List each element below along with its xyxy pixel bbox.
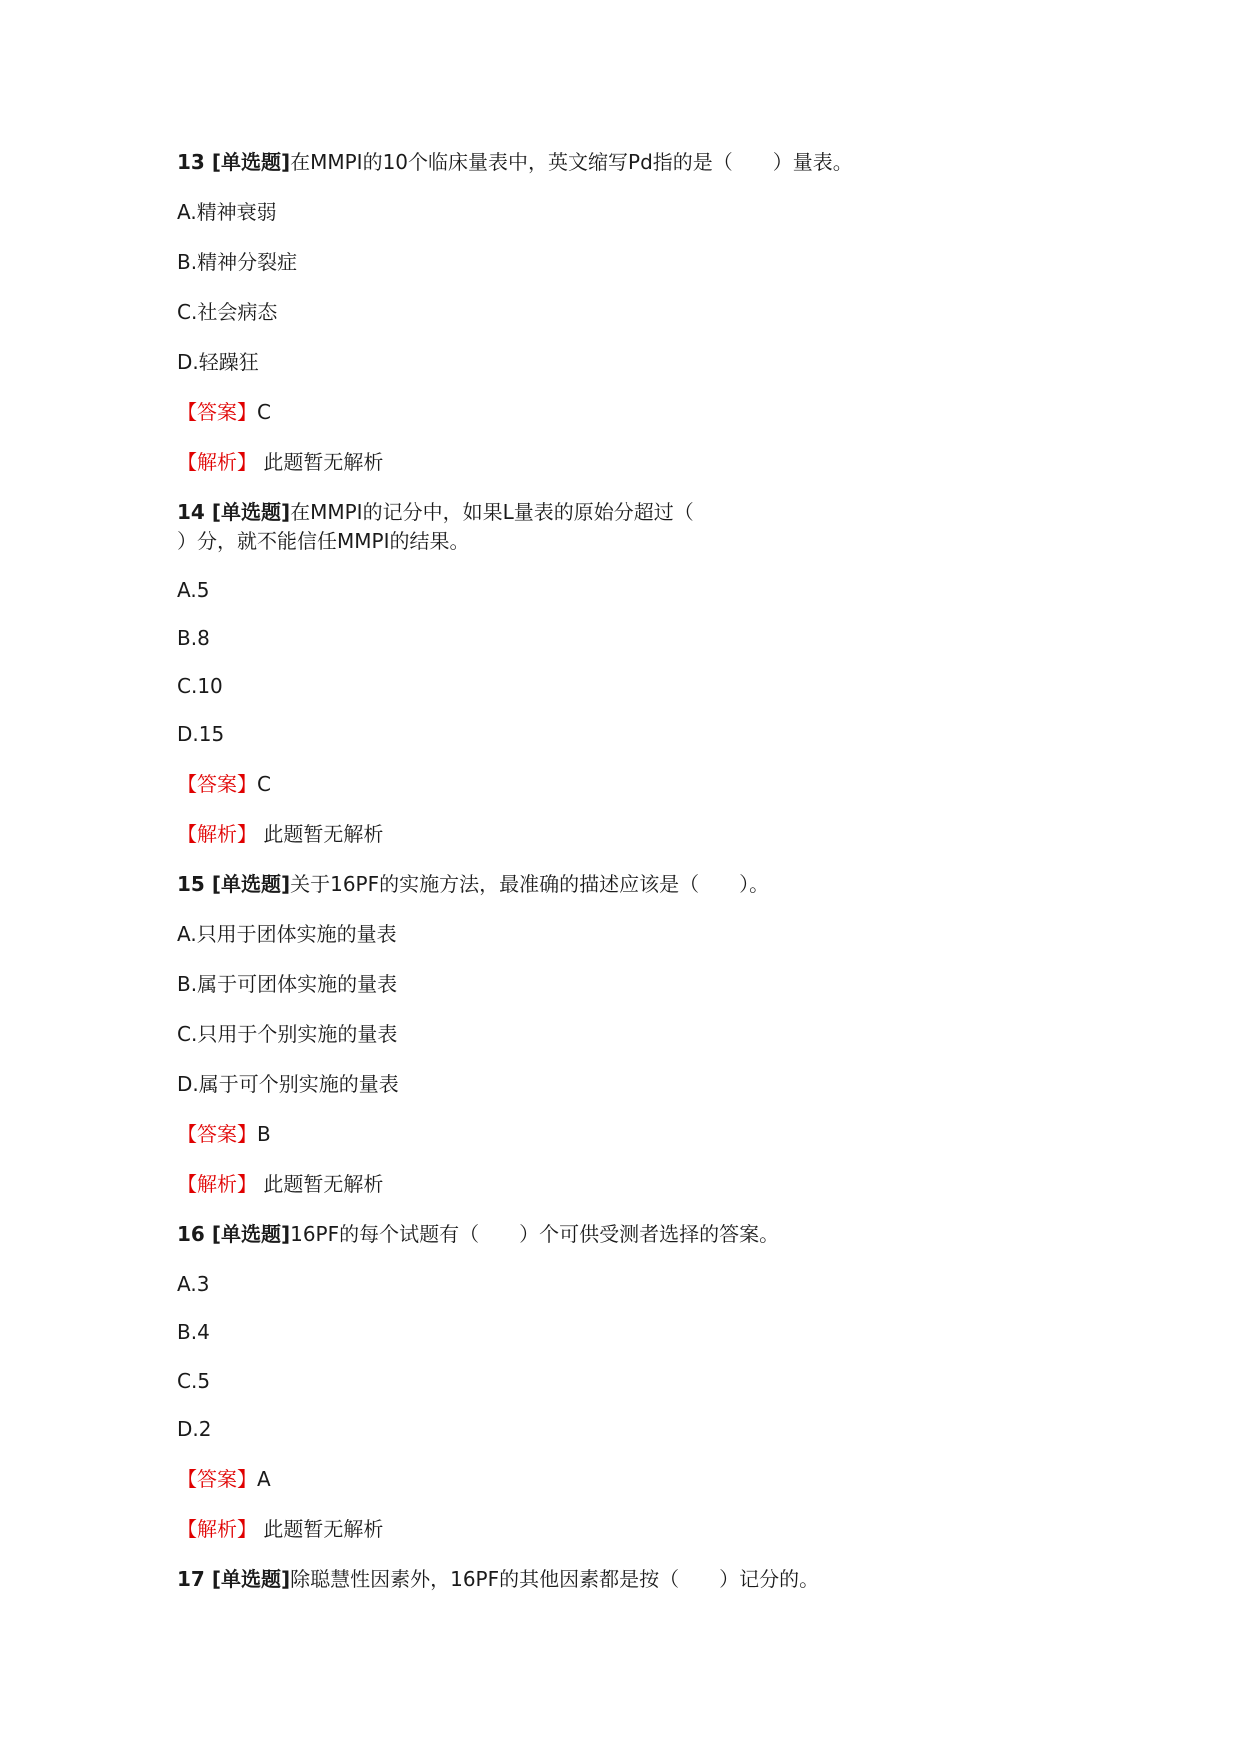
question-text: 16PF的每个试题有（ ）个可供受测者选择的答案。	[290, 1222, 780, 1246]
option-a: A.只用于团体实施的量表	[177, 922, 397, 946]
analysis-label: 【解析】	[177, 1517, 257, 1541]
question-text-line1: 在MMPI的记分中，如果L量表的原始分超过（	[290, 500, 694, 524]
question-16-stem	[177, 1220, 779, 1248]
analysis-text: 此题暂无解析	[263, 1517, 384, 1541]
question-number: 13	[177, 150, 205, 174]
question-type: [单选题]	[211, 150, 291, 174]
answer-line	[177, 770, 271, 798]
answer-line	[177, 1120, 271, 1148]
answer-value: A	[257, 1467, 271, 1491]
answer-label: 【答案】	[177, 772, 257, 796]
option-b: B.属于可团体实施的量表	[177, 972, 398, 996]
option-a: A.5	[177, 578, 210, 602]
question-number: 17	[177, 1567, 205, 1591]
answer-value: C	[257, 772, 271, 796]
question-13-stem	[177, 148, 853, 176]
analysis-label: 【解析】	[177, 1172, 257, 1196]
answer-label: 【答案】	[177, 400, 257, 424]
question-number: 16	[177, 1222, 205, 1246]
question-type: [单选题]	[211, 872, 291, 896]
question-17-stem	[177, 1565, 819, 1593]
answer-line	[177, 398, 271, 426]
answer-value: C	[257, 400, 271, 424]
option-d: D.属于可个别实施的量表	[177, 1072, 399, 1096]
option-d: D.15	[177, 722, 225, 746]
answer-line	[177, 1465, 271, 1493]
option-b: B.8	[177, 626, 210, 650]
analysis-label: 【解析】	[177, 450, 257, 474]
analysis-line	[177, 1170, 383, 1198]
analysis-line	[177, 448, 383, 476]
question-type: [单选题]	[211, 500, 291, 524]
analysis-text: 此题暂无解析	[263, 822, 384, 846]
option-c: C.只用于个别实施的量表	[177, 1022, 398, 1046]
question-type: [单选题]	[211, 1222, 291, 1246]
option-d: D.2	[177, 1417, 212, 1441]
option-c: C.10	[177, 674, 223, 698]
answer-label: 【答案】	[177, 1122, 257, 1146]
analysis-label: 【解析】	[177, 822, 257, 846]
option-c: C.5	[177, 1369, 211, 1393]
question-number: 14	[177, 500, 205, 524]
question-number: 15	[177, 872, 205, 896]
option-a: A.精神衰弱	[177, 200, 277, 224]
answer-value: B	[257, 1122, 271, 1146]
question-15-stem	[177, 870, 769, 898]
option-a: A.3	[177, 1272, 210, 1296]
option-c: C.社会病态	[177, 300, 278, 324]
analysis-line	[177, 820, 383, 848]
question-14-stem	[177, 498, 694, 526]
answer-label: 【答案】	[177, 1467, 257, 1491]
option-d: D.轻躁狂	[177, 350, 259, 374]
option-b: B.4	[177, 1320, 210, 1344]
analysis-text: 此题暂无解析	[263, 450, 384, 474]
option-b: B.精神分裂症	[177, 250, 298, 274]
question-type: [单选题]	[211, 1567, 291, 1591]
question-14-stem-continued: ）分，就不能信任MMPI的结果。	[177, 529, 470, 553]
analysis-line	[177, 1515, 383, 1543]
question-text: 除聪慧性因素外，16PF的其他因素都是按（ ）记分的。	[290, 1567, 820, 1591]
question-text: 关于16PF的实施方法，最准确的描述应该是（ ）。	[290, 872, 770, 896]
analysis-text: 此题暂无解析	[263, 1172, 384, 1196]
question-text: 在MMPI的10个临床量表中，英文缩写Pd指的是（ ）量表。	[290, 150, 853, 174]
